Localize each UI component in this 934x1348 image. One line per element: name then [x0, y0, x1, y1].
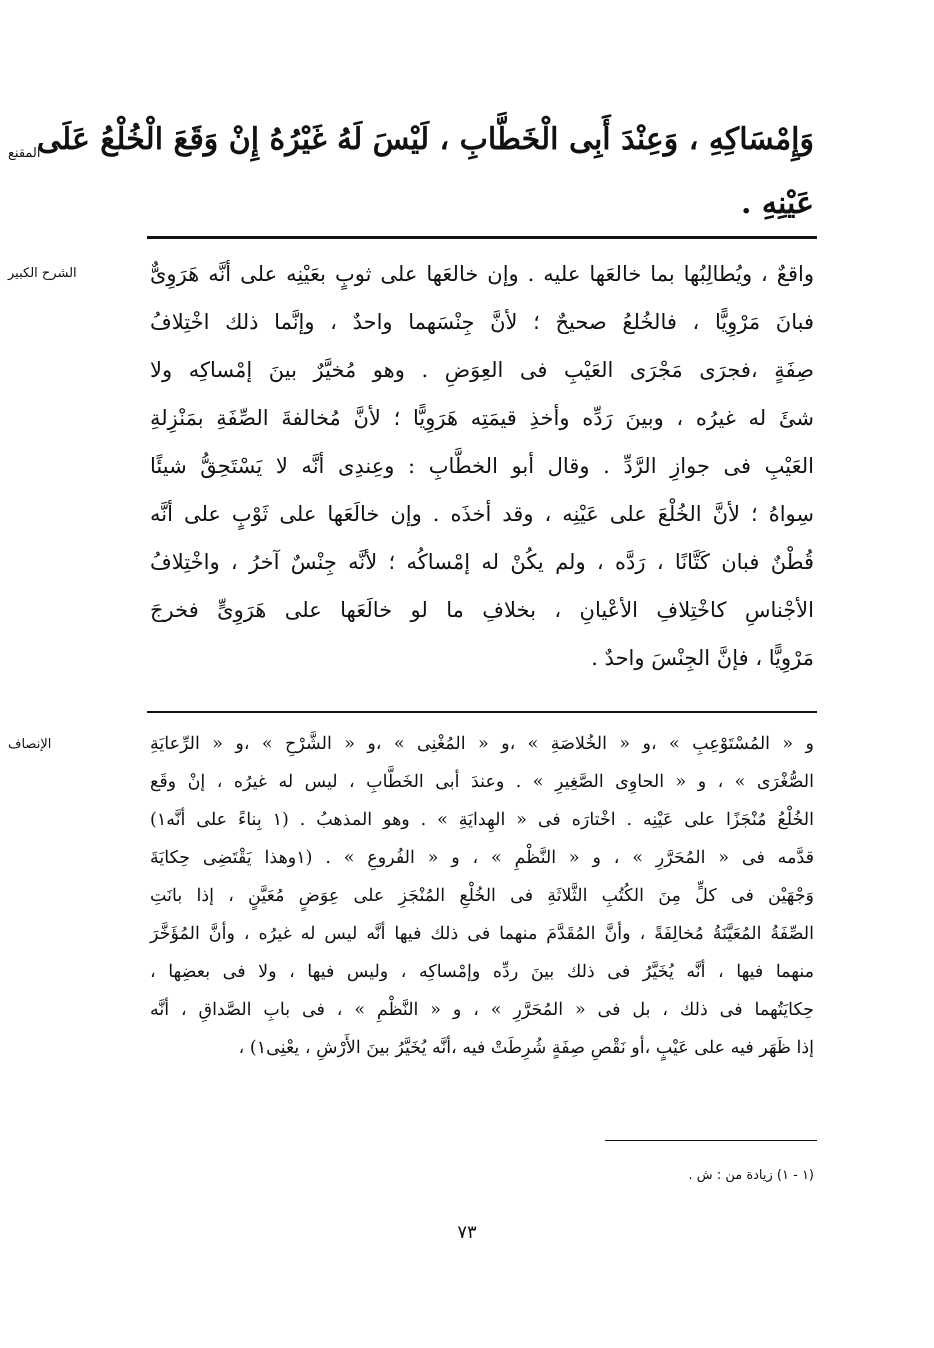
footnote: (١ - ١) زيادة من : ش . [688, 1168, 814, 1183]
section-divider-thin [147, 711, 817, 713]
muqni-text [37, 108, 814, 236]
insaf-line: و « المُسْتَوْعِبِ » ،و « الخُلاصَةِ » ،و « المُغْنِى » ،و « الشَّرْحِ » ،و « الرِّعايَةِ [150, 734, 814, 754]
sharh-line: واقعٌ ، ويُطالِبُها بما خالعَها عليه . وإن خالعَها على ثوبٍ بعَيْنِه على أنَّه هَرَوِىٌّ [150, 262, 814, 286]
sharh-text [150, 250, 814, 682]
sharh-line: قُطْنٌ فبان كَتَّانًا ، رَدَّه ، ولم يكُنْ له إمْساكُه ؛ لأنَّه جِنْسٌ آخرُ ، واخْتِلافُ [150, 550, 814, 574]
sharh-line: مَرْوِيًّا ، فإنَّ الجِنْسَ واحدٌ . [591, 646, 814, 670]
footnote-divider [605, 1140, 817, 1141]
insaf-margin-label: الإنصاف [8, 737, 52, 752]
page-number: ٧٣ [457, 1222, 477, 1243]
sharh-margin-label: الشرح الكبير [8, 266, 77, 281]
insaf-line: الخُلْعُ مُنْجَزًا على عَيْنِه . اخْتارَه فى « الهِدايَةِ » . وهو المذهبُ . (١ بِناءً على أنَّه١) [150, 810, 814, 830]
insaf-line: حِكايَتُهما فى ذلك ، بل فى « المُحَرَّرِ » ، و « النَّظْمِ » ، فى بابِ الصَّداقِ ، أنَّه [150, 1000, 814, 1020]
sharh-line: الأجْناسِ كاخْتِلافِ الأعْيانِ ، بخلافِ ما لو خالَعَها على هَرَوِىٍّ فخرجَ [150, 598, 814, 622]
sharh-line: فبانَ مَرْوِيًّا ، فالخُلعُ صحيحٌ ؛ لأنَّ جِنْسَهما واحدٌ ، وإنَّما ذلك اخْتِلافُ [150, 310, 814, 334]
muqni-line: عَيْنِهِ . [741, 186, 814, 221]
insaf-line: الصِّفَةُ المُعَيَّنَةُ مُخالِفَةً ، وأنَّ المُقَدَّمَ منهما فى ذلك فيها أنَّه ليس له غيرُه ، وأنَّ المُؤَخَّرَ [150, 924, 814, 944]
sharh-line: العَيْبِ فى جوازِ الرَّدِّ . وقال أبو الخطَّابِ : وعِندِى أنَّه لا يَسْتَحِقُّ شيئًا [150, 454, 814, 478]
sharh-line: صِفَةٍ ،فجرَى مَجْرَى العَيْبِ فى العِوَضِ . وهو مُخيَّرٌ بينَ إمْساكِه ولا [150, 358, 814, 382]
section-divider-thick [147, 236, 817, 239]
muqni-line: وَإِمْسَاكِهِ ، وَعِنْدَ أَبِى الْخَطَّابِ ، لَيْسَ لَهُ غَيْرُهُ إِنْ وَقَعَ الْخُلْعُ عَلَى [37, 122, 814, 157]
muqni-margin-label: المقنع [8, 146, 41, 161]
insaf-line: قدَّمه فى « المُحَرَّرِ » ، و « النَّظْمِ » ، و « الفُروعِ » . (١وهذا يَقْتَضِى حِكايَةَ [150, 848, 814, 868]
insaf-line: وَجْهَيْن فى كلٍّ مِنَ الكُتُبِ الثَّلاثَةِ فى الخُلْعِ المُنْجَزِ على عِوَضٍ مُعَيَّنٍ ، إذا بانَتِ [150, 886, 814, 906]
sharh-line: شئَ له غيرُه ، وبينَ رَدِّه وأخذِ قيمَتِه هَرَوِيًّا ؛ لأنَّ مُخالفةَ الصِّفَةِ بمَنْزِلةِ [150, 406, 814, 430]
insaf-line: الصُّغْرَى » ، و « الحاوِى الصَّغِيرِ » . وعندَ أبى الخَطَّابِ ، ليس له غيرُه ، إنْ وقَع [150, 772, 814, 792]
muqni-section [0, 108, 934, 238]
insaf-line: منهما فيها ، أنَّه يُخَيَّرُ فى ذلك بينَ ردِّه وإمْساكِه ، وليس فيها ، ولا فى بعضِها ، [150, 962, 814, 982]
insaf-text [150, 725, 814, 1067]
insaf-section [0, 725, 934, 1145]
sharh-section [0, 250, 934, 700]
insaf-line: إذا ظَهَر فيه على عَيْبٍ ،أو نَقْصِ صِفَةٍ شُرِطَتْ فيه ،أنَّه يُخَيَّرُ بينَ الأَرْشِ ، يعْنِى١) ، [238, 1038, 814, 1058]
sharh-line: سِواهُ ؛ لأنَّ الخُلْعَ على عَيْنِه ، وقد أخذَه . وإن خالَعَها على ثَوْبٍ على أنَّه [150, 502, 814, 526]
